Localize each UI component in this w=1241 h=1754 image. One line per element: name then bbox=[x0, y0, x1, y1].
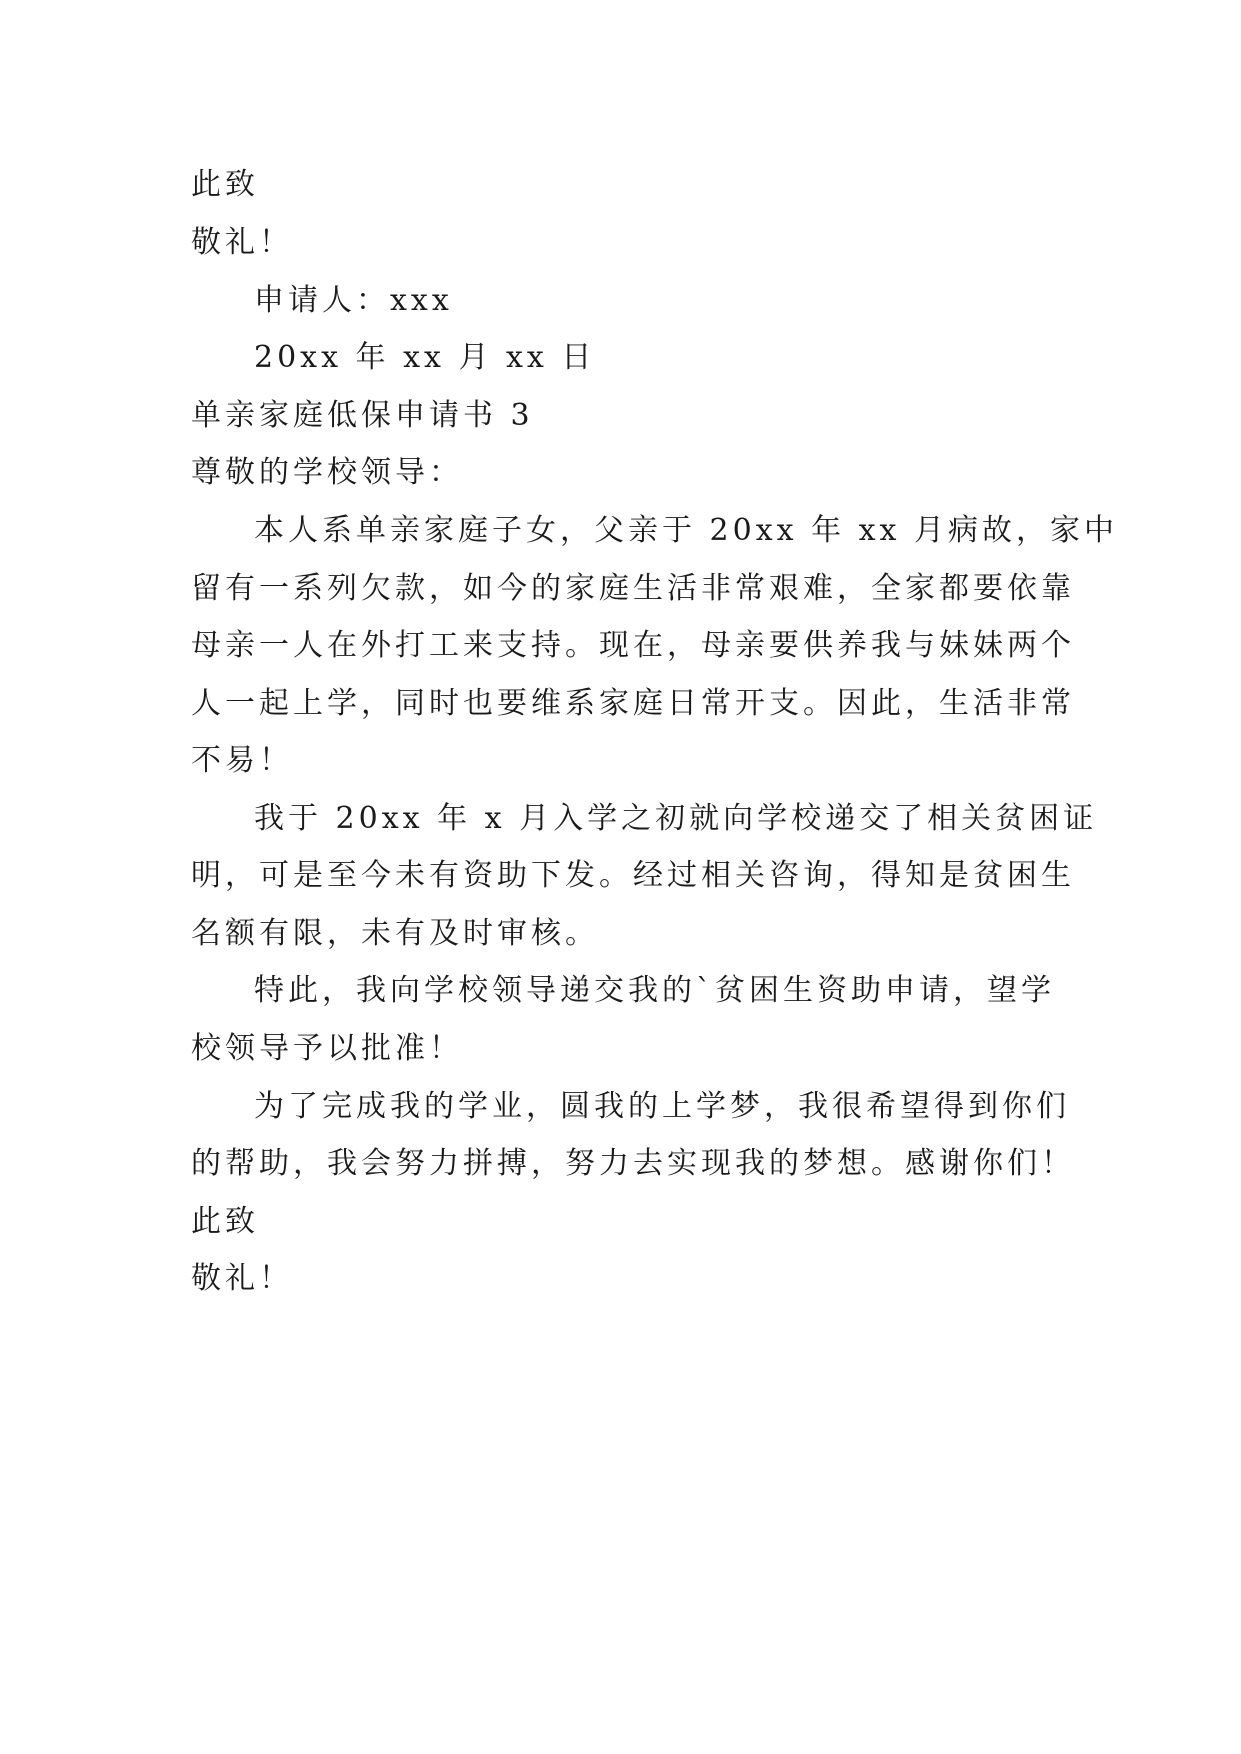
paragraph-line: 本人系单亲家庭子女，父亲于 20xx 年 xx 月病故，家中 bbox=[254, 513, 1118, 548]
paragraph-line: 明，可是至今未有资助下发。经过相关咨询，得知是贫困生 bbox=[191, 858, 1075, 893]
closing-regards: 敬礼！ bbox=[191, 225, 293, 260]
paragraph-line: 人一起上学，同时也要维系家庭日常开支。因此，生活非常 bbox=[191, 686, 1075, 721]
paragraph-line: 名额有限，未有及时审核。 bbox=[191, 916, 599, 951]
paragraph-line: 特此，我向学校领导递交我的`贫困生资助申请，望学 bbox=[254, 973, 1055, 1008]
paragraph-line: 母亲一人在外打工来支持。现在，母亲要供养我与妹妹两个 bbox=[191, 628, 1075, 663]
closing-regards: 敬礼！ bbox=[191, 1261, 293, 1296]
paragraph-line: 校领导予以批准！ bbox=[191, 1031, 463, 1066]
paragraph-line: 不易！ bbox=[191, 743, 293, 778]
closing-salutation: 此致 bbox=[191, 167, 259, 202]
signature-date: 20xx 年 xx 月 xx 日 bbox=[254, 340, 596, 375]
letter-title: 单亲家庭低保申请书 3 bbox=[191, 398, 534, 433]
paragraph-line: 留有一系列欠款，如今的家庭生活非常艰难，全家都要依靠 bbox=[191, 571, 1075, 606]
paragraph-line: 为了完成我的学业，圆我的上学梦，我很希望得到你们 bbox=[254, 1089, 1070, 1124]
paragraph-line: 的帮助，我会努力拼搏，努力去实现我的梦想。感谢你们！ bbox=[191, 1146, 1075, 1181]
paragraph-line: 我于 20xx 年 x 月入学之初就向学校递交了相关贫困证 bbox=[254, 801, 1098, 836]
letter-greeting: 尊敬的学校领导： bbox=[191, 455, 463, 490]
applicant-signature: 申请人：xxx bbox=[254, 283, 453, 318]
closing-salutation: 此致 bbox=[191, 1204, 259, 1239]
